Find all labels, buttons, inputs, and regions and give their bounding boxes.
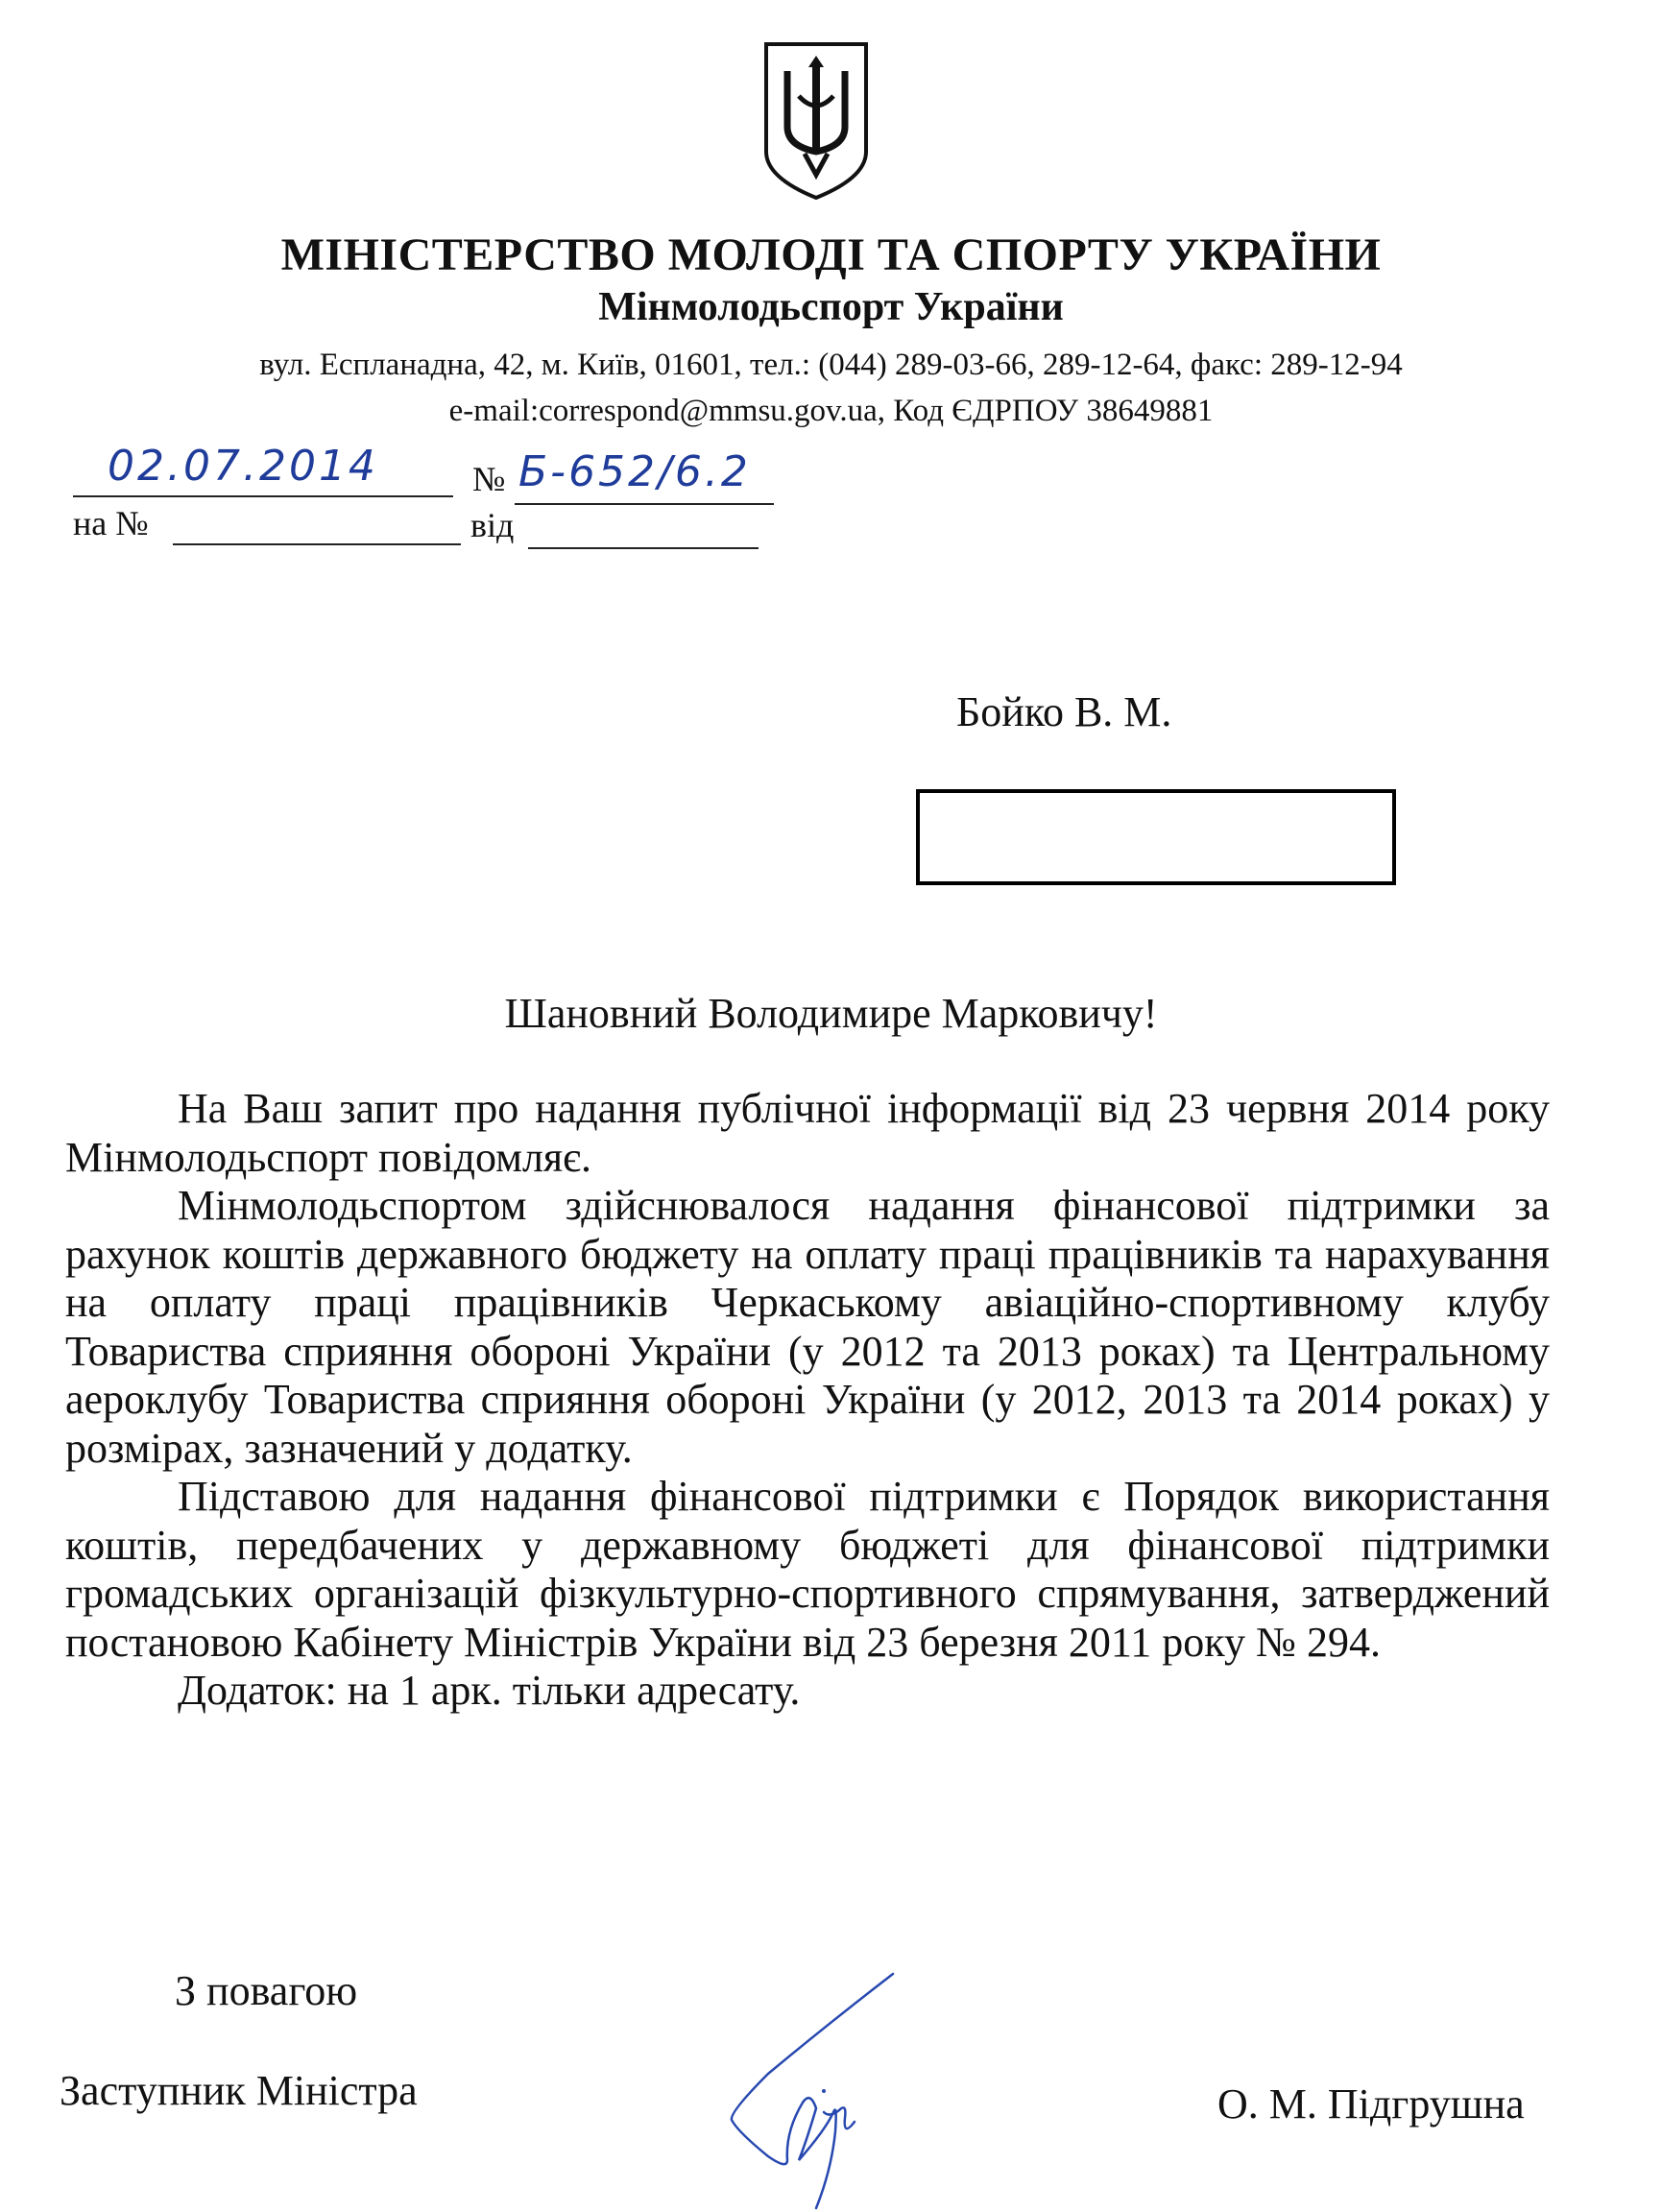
ministry-name: МІНІСТЕРСТВО МОЛОДІ ТА СПОРТУ УКРАЇНИ xyxy=(280,229,1382,280)
signer-position: Заступник Міністра xyxy=(60,2067,418,2114)
ministry-address: вул. Еспланадна, 42, м. Київ, 01601, тел.: (044) 289-03-66, 289-12-64, факс: 289-12-94 xyxy=(259,348,1403,382)
letter-body xyxy=(65,1085,1550,1716)
attachment-note: Додаток: на 1 арк. тільки адресату. xyxy=(178,1667,801,1714)
trident-emblem-icon xyxy=(759,38,874,202)
redacted-address-box xyxy=(916,789,1396,885)
recipient-name: Бойко В. М. xyxy=(956,688,1172,735)
body-paragraph: На Ваш запит про надання публічної інформації від 23 червня 2014 року Мінмолодьспорт повідомляє. xyxy=(65,1085,1550,1181)
signer-name: О. М. Підгрушна xyxy=(1217,2080,1525,2128)
body-paragraph: Мінмолодьспортом здійснювалося надання фінансової підтримки за рахунок коштів державного бюджету на оплату праці працівників та нарахування на оплату праці працівників Черкаському авіаційно-спортивному клубу Товариства сприяння обороні України (у 2012 та 2013 роках) та Центральному аероклубу Товариства сприяння обороні України (у 2012, 2013 та 2014 роках) у розмірах, зазначений у додатку. xyxy=(65,1182,1550,1472)
ministry-short-name: Мінмолодьспорт України xyxy=(598,285,1064,329)
from-date-underline xyxy=(528,547,759,549)
reply-number-underline xyxy=(173,543,461,545)
number-label: № xyxy=(472,460,506,498)
number-underline xyxy=(515,503,774,505)
body-paragraph: Підставою для надання фінансової підтримки є Порядок використання коштів, передбачених у державному бюджеті для фінансової підтримки громадських організацій фізкультурно-спортивного спрямування, затверджений постановою Кабінету Міністрів України від 23 березня 2011 року № 294. xyxy=(65,1473,1550,1666)
greeting: Шановний Володимире Марковичу! xyxy=(504,990,1158,1037)
reply-to-label: на № xyxy=(73,504,149,542)
closing-phrase: З повагою xyxy=(175,1967,358,2014)
signature-icon xyxy=(711,1968,903,2212)
outgoing-date: 02.07.2014 xyxy=(108,442,378,491)
outgoing-number: Б-652/6.2 xyxy=(518,447,751,496)
date-underline xyxy=(73,495,453,497)
from-label: від xyxy=(470,506,515,544)
ministry-contacts: e-mail:correspond@mmsu.gov.ua, Код ЄДРПОУ 38649881 xyxy=(448,394,1214,428)
